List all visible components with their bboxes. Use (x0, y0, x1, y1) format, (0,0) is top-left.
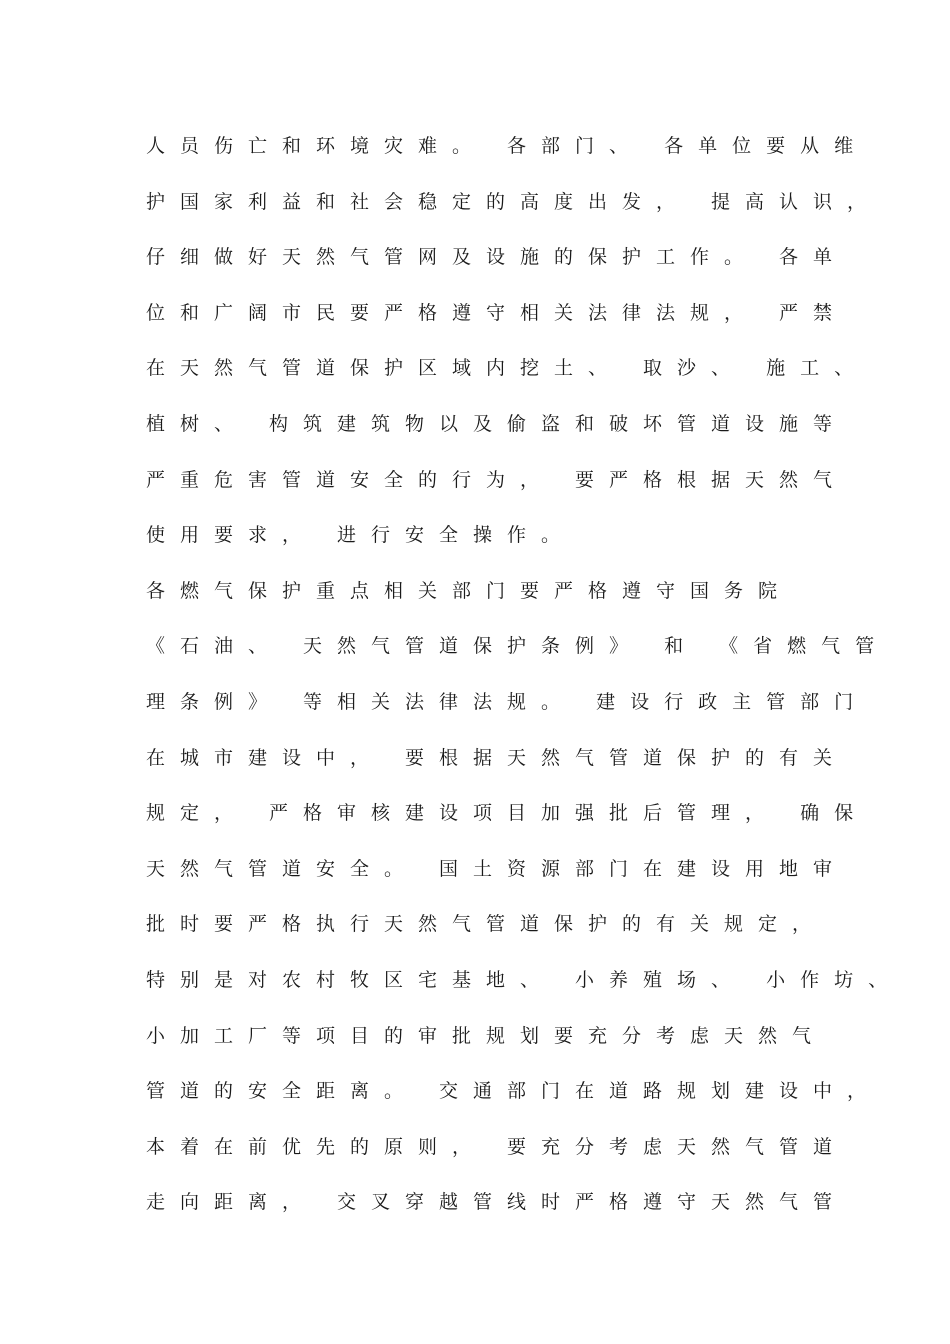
text-line: 规定， 严格审核建设项目加强批后管理， 确保 (146, 802, 869, 825)
text-line: 各燃气保护重点相关部门要严格遵守国务院 (146, 579, 793, 602)
text-line: 在天然气管道保护区域内挖土、 取沙、 施工、 (146, 357, 869, 380)
text-line: 位和广阔市民要严格遵守相关法律法规， 严禁 (146, 301, 848, 324)
text-line: 仔细做好天然气管网及设施的保护工作。 各单 (146, 246, 848, 269)
text-line: 本着在前优先的原则， 要充分考虑天然气管道 (146, 1135, 848, 1158)
text-line: 人员伤亡和环境灾难。 各部门、 各单位要从维 (146, 135, 869, 157)
text-line: 走向距离， 交叉穿越管线时严格遵守天然气管 (146, 1191, 848, 1214)
body-text (146, 128, 916, 1240)
text-line: 《石油、 天然气管道保护条例》 和 《省燃气管 (146, 635, 890, 658)
text-line: 天然气管道安全。 国土资源部门在建设用地审 (146, 857, 848, 880)
text-line: 使用要求， 进行安全操作。 (146, 524, 576, 547)
text-line: 理条例》 等相关法律法规。 建设行政主管部门 (146, 690, 869, 713)
text-line: 植树、 构筑建筑物以及偷盗和破坏管道设施等 (146, 412, 848, 435)
text-line: 严重危害管道安全的行为， 要严格根据天然气 (146, 468, 848, 491)
text-line: 在城市建设中， 要根据天然气管道保护的有关 (146, 746, 848, 769)
text-line: 特别是对农村牧区宅基地、 小养殖场、 小作坊、 (146, 968, 903, 991)
text-line: 管道的安全距离。 交通部门在道路规划建设中， (146, 1080, 882, 1103)
text-line: 护国家利益和社会稳定的高度出发， 提高认识， (146, 190, 882, 213)
text-line: 小加工厂等项目的审批规划要充分考虑天然气 (146, 1024, 827, 1047)
text-line: 批时要严格执行天然气管道保护的有关规定， (146, 913, 827, 936)
